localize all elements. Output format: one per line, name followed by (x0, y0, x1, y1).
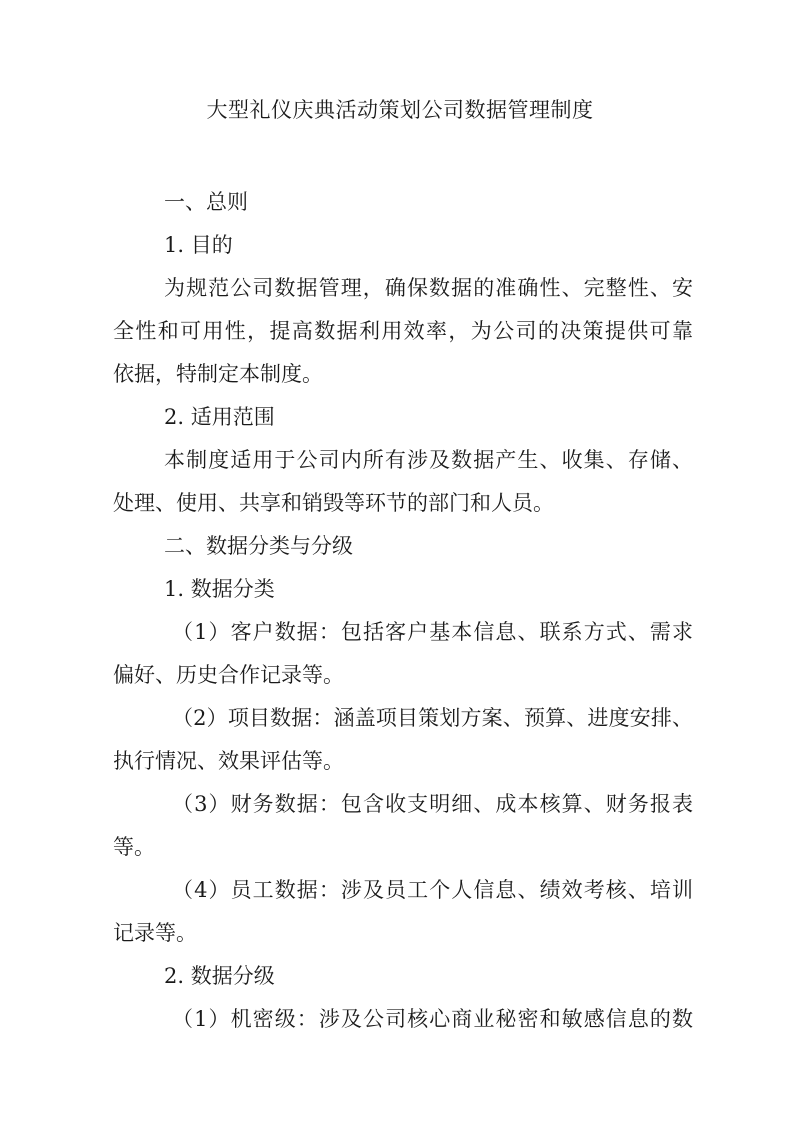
subheading-data-classification: 1. 数据分类 (164, 577, 275, 601)
list-item-line: （2）项目数据：涵盖项目策划方案、预算、进度安排、 (172, 706, 693, 730)
list-item-line: （1）客户数据：包括客户基本信息、联系方式、需求 (172, 620, 693, 644)
paragraph-line: 处理、使用、共享和销毁等环节的部门和人员。 (113, 491, 554, 515)
list-item-line: 记录等。 (113, 921, 197, 945)
list-item-line: （4）员工数据：涉及员工个人信息、绩效考核、培训 (172, 878, 693, 902)
paragraph-line: 依据，特制定本制度。 (113, 362, 323, 386)
paragraph-line: 为规范公司数据管理，确保数据的准确性、完整性、安 (164, 276, 693, 300)
subheading-data-grading: 2. 数据分级 (164, 964, 275, 988)
list-item-line: 偏好、历史合作记录等。 (113, 663, 344, 687)
section-heading-general: 一、总则 (164, 190, 248, 214)
subheading-scope: 2. 适用范围 (164, 405, 275, 429)
paragraph-line: 全性和可用性，提高数据利用效率，为公司的决策提供可靠 (113, 319, 693, 343)
list-item-line: （3）财务数据：包含收支明细、成本核算、财务报表 (172, 792, 693, 816)
subheading-purpose: 1. 目的 (164, 233, 233, 257)
list-item-line: 等。 (113, 835, 155, 859)
paragraph-line: 本制度适用于公司内所有涉及数据产生、收集、存储、 (164, 448, 693, 472)
list-item-line: 执行情况、效果评估等。 (113, 749, 344, 773)
list-item-line: （1）机密级：涉及公司核心商业秘密和敏感信息的数 (172, 1007, 693, 1031)
section-heading-classification: 二、数据分类与分级 (164, 534, 353, 558)
document-title: 大型礼仪庆典活动策划公司数据管理制度 (206, 98, 594, 122)
